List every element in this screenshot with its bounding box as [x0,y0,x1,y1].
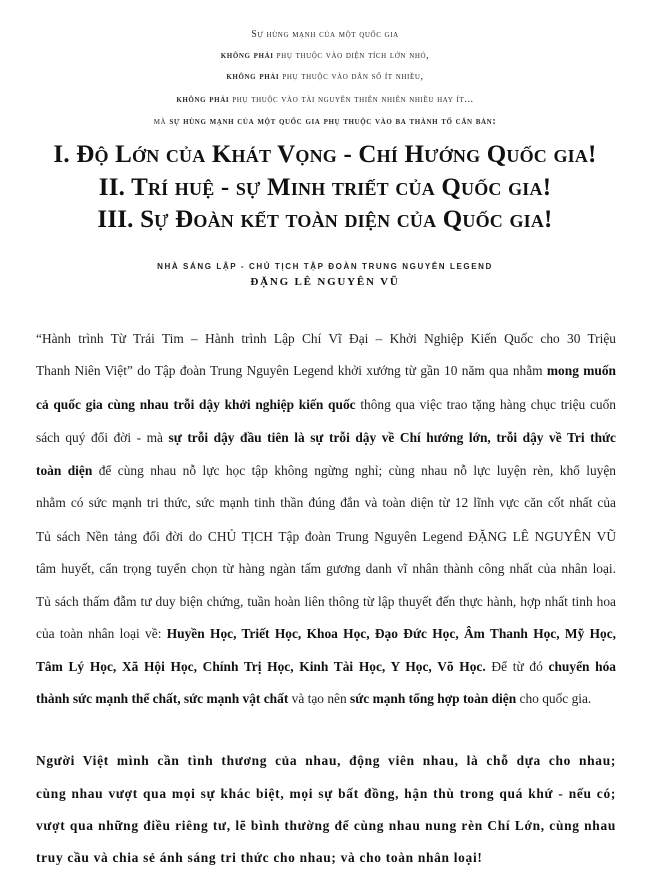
body-line-2 [36,363,616,379]
body-line-4 [36,430,616,446]
intro-line-5 [0,116,650,127]
body-line-12-bold-2: sức mạnh tổng hợp toàn diện [350,691,517,706]
body-line-1 [36,331,616,347]
body-line-12-text: và tạo nên [288,691,351,706]
intro-line-1-text: Sự hùng mạnh của một quốc gia [251,29,399,40]
closing-line-4: truy cầu và chia sẻ ánh sáng tri thức cho nhau; và cho toàn nhân loại! [36,850,483,865]
body-line-6-text: nhằm có sức mạnh tri thức, sức mạnh tinh thần đúng đắn và toàn diện từ 12 lĩnh vực căn cốt nhất của [36,495,616,510]
intro-line-3 [0,71,650,82]
body-line-12-text-2: cho quốc gia. [516,691,592,706]
body-line-5 [36,463,616,479]
body-line-10-text: của toàn nhân loại về: [36,626,167,641]
body-line-4-bold: sự trỗi dậy đầu tiên là sự trỗi dậy về Chí hướng lớn, trỗi dậy về Tri thức [168,430,616,445]
body-line-6 [36,495,616,511]
body-line-5-text: để cùng nhau nỗ lực học tập không ngừng nghỉ; cùng nhau nỗ lực luyện rèn, khổ luyện [92,463,617,478]
body-line-11-text: Để từ đó [485,659,549,674]
intro-line-2 [0,50,650,61]
closing-line-3: vượt qua những điều riêng tư, lẽ bình thường để cùng nhau nung rèn Chí Lớn, cùng nhau [36,818,616,833]
body-line-12-bold: thành sức mạnh thể chất, sức mạnh vật chất [36,691,289,706]
closing-line-1: Người Việt mình cần tình thương của nhau, động viên nhau, là chỗ dựa cho nhau; [36,753,616,768]
intro-line-5-bold: sự hùng mạnh của một quốc gia phụ thuộc vào ba thành tố căn bản: [169,116,497,127]
body-line-8 [36,561,616,577]
intro-line-4 [0,94,650,105]
body-line-8-text: tâm huyết, cẩn trọng tuyển chọn từ hàng ngàn tấm gương danh vĩ nhân thành công nhất của nhân loại. [36,561,616,576]
body-line-5-bold: toàn diện [36,463,93,478]
intro-line-2-rest: phụ thuộc vào diện tích lớn nhỏ, [273,50,430,61]
body-line-1-text: “Hành trình Từ Trái Tim – Hành trình Lập Chí Vĩ Đại – Khởi Nghiệp Kiến Quốc cho 30 Triệu [36,331,616,346]
intro-line-2-bold: không phải [220,50,274,61]
body-line-12 [36,691,616,707]
body-line-3 [36,397,616,413]
body-line-2-text: Thanh Niên Việt” do Tập đoàn Trung Nguyên Legend khởi xướng từ gần 10 năm qua nhằm [36,363,547,378]
pillar-2-heading: II. Trí huệ - sự Minh triết của Quốc gia! [98,174,552,201]
body-line-3-bold: cả quốc gia cùng nhau trỗi dậy khởi nghiệp kiến quốc [36,397,356,412]
body-line-7-text: Tủ sách Nền tảng đổi đời do CHỦ TỊCH Tập đoàn Trung Nguyên Legend ĐẶNG LÊ NGUYÊN VŨ [36,529,616,544]
body-line-3-text: thông qua việc trao tặng hàng chục triệu cuốn [355,397,617,412]
intro-line-4-rest: phụ thuộc vào tài nguyên thiên nhiên nhiều hay ít... [229,94,474,105]
intro-line-5-prefix: mà [153,116,170,127]
body-line-11-bold-2: chuyển hóa [548,659,617,674]
intro-line-3-bold: không phải [226,71,280,82]
body-line-11 [36,659,616,675]
intro-line-1 [0,29,650,40]
body-line-11-bold: Tâm Lý Học, Xã Hội Học, Chính Trị Học, Kinh Tài Học, Y Học, Võ Học. [36,659,486,674]
founder-name: ĐẶNG LÊ NGUYÊN VŨ [250,276,400,288]
intro-line-3-rest: phụ thuộc vào dân số ít nhiều, [279,71,424,82]
founder-role: NHÀ SÁNG LẬP - CHỦ TỊCH TẬP ĐOÀN TRUNG NGUYÊN LEGEND [157,262,493,271]
body-line-9 [36,594,616,610]
pillar-3-heading: III. Sự Đoàn kết toàn diện của Quốc gia! [97,206,553,233]
closing-line-2: cùng nhau vượt qua mọi sự khác biệt, mọi sự bất đồng, hận thù trong quá khứ - nếu có; [36,786,616,801]
body-line-7 [36,529,616,545]
body-line-10 [36,626,616,642]
body-line-2-bold: mong muốn [546,363,616,378]
body-line-10-bold: Huyền Học, Triết Học, Khoa Học, Đạo Đức Học, Âm Thanh Học, Mỹ Học, [166,626,616,641]
body-line-4-text: sách quý đổi đời - mà [36,430,169,445]
pillar-1-heading: I. Độ Lớn của Khát Vọng - Chí Hướng Quốc gia! [53,141,597,168]
body-line-9-text: Tủ sách thấm đẫm tư duy biện chứng, tuần hoàn liên thông từ lập thuyết đến thực hành, hợp nhất tinh hoa [36,594,616,609]
intro-line-4-bold: không phải [176,94,230,105]
